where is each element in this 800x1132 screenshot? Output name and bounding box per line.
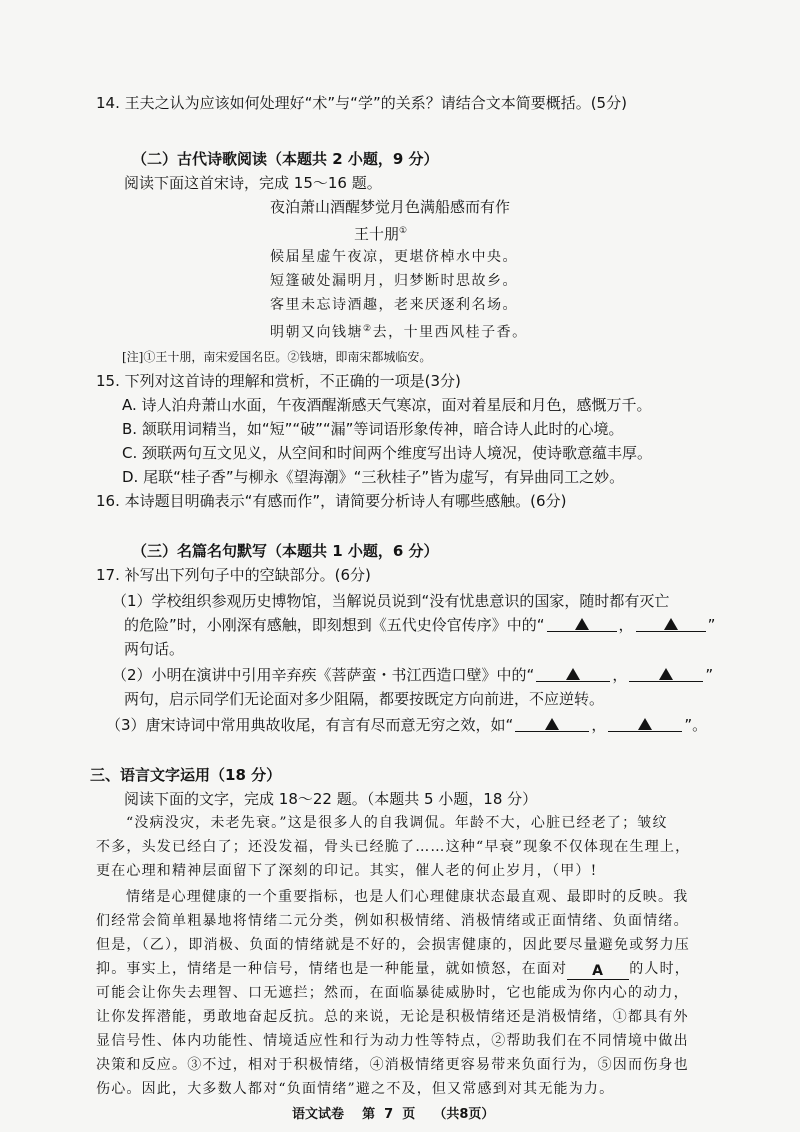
passage-line: 伤心。因此，大多数人都对“负面情绪”避之不及，但又常感到对其无能为力。 xyxy=(96,1081,615,1097)
passage-line: 决策和反应。③不过，相对于积极情绪，④消极情绪更容易带来负面行为，⑤因而伤身也 xyxy=(96,1057,689,1073)
fill-blank xyxy=(608,715,682,732)
poetry-instruction: 阅读下面这首宋诗，完成 15～16 题。 xyxy=(124,174,382,192)
fill-blank xyxy=(636,615,706,632)
poem-line: 客里未忘诗酒趣，老来厌逐利名场。 xyxy=(270,297,518,313)
passage-line: 可能会让你失去理智、口无遮拦；然而，在面临暴徒威胁时，它也能成为你内心的动力， xyxy=(96,985,689,1001)
triangle-marker-icon xyxy=(575,618,589,630)
blank-a: A xyxy=(567,963,629,980)
fill-blank xyxy=(536,665,610,682)
q17-item-3: （3）唐宋诗词中常用典故收尾，有言有尽而意无穷之效，如“ ， ”。 xyxy=(106,716,708,734)
language-section-title: 三、语言文字运用（18 分） xyxy=(90,766,282,784)
question-15-option-b: B. 颔联用词精当，如“短”“破”“漏”等词语形象传神，暗合诗人此时的心境。 xyxy=(122,420,624,438)
q17-item-1-line-2: 的危险”时，小刚深有感触，即刻想到《五代史伶官传序》中的“ ， ” xyxy=(124,616,716,634)
page-footer: 语文试卷 第 7 页 （共8页） xyxy=(292,1107,495,1122)
passage-line: 情绪是心理健康的一个重要指标，也是人们心理健康状态最直观、最即时的反映。我 xyxy=(126,889,689,905)
question-17: 17. 补写出下列句子中的空缺部分。(6分) xyxy=(96,566,371,584)
q17-item-1-line-3: 两句话。 xyxy=(124,640,185,658)
triangle-marker-icon xyxy=(545,718,559,730)
passage-line: 们经常会简单粗暴地将情绪二元分类，例如积极情绪、消极情绪或正面情绪、负面情绪。 xyxy=(96,913,689,929)
passage-line: 让你发挥潜能，勇敢地奋起反抗。总的来说，无论是积极情绪还是消极情绪，①都具有外 xyxy=(96,1009,689,1025)
passage-line: 抑。事实上，情绪是一种信号，情绪也是一种能量，就如愤怒，在面对 A 的人时， xyxy=(96,961,691,979)
passage-line: 更在心理和精神层面留下了深刻的印记。其实，催人老的何止岁月，（甲）! xyxy=(96,863,598,879)
q17-item-2-line-1: （2）小明在演讲中引用辛弃疾《菩萨蛮・书江西造口壁》中的“ ， ” xyxy=(112,666,714,684)
passage-line: 不多，头发已经白了；还没发福，骨头已经脆了……这种“早衰”现象不仅体现在生理上， xyxy=(96,839,691,855)
triangle-marker-icon xyxy=(664,618,678,630)
poem-line: 短篷破处漏明月，归梦断时思故乡。 xyxy=(270,273,518,289)
poem-author: 王十朋① xyxy=(354,225,408,243)
triangle-marker-icon xyxy=(638,718,652,730)
passage-line: “没病没灾，未老先衰。”这是很多人的自我调侃。年龄不大，心脏已经老了；皱纹 xyxy=(126,815,668,831)
fill-blank xyxy=(547,615,617,632)
poem-note: [注]①王十朋，南宋爱国名臣。②钱塘，即南宋都城临安。 xyxy=(122,350,432,364)
question-15-option-c: C. 颈联两句互文见义，从空间和时间两个维度写出诗人境况，使诗歌意蕴丰厚。 xyxy=(122,444,653,462)
poem-line: 明朝又向钱塘②去，十里西风桂子香。 xyxy=(270,324,528,341)
triangle-marker-icon xyxy=(566,668,580,680)
question-15-option-a: A. 诗人泊舟萧山水面，午夜酒醒渐感天气寒凉，面对着星辰和月色，感慨万千。 xyxy=(122,396,652,414)
language-instruction: 阅读下面的文字，完成 18～22 题。（本题共 5 小题，18 分） xyxy=(124,790,538,808)
question-15-stem: 15. 下列对这首诗的理解和赏析，不正确的一项是(3分) xyxy=(96,372,461,390)
passage-line: 显信号性、体内功能性、情境适应性和行为动力性等特点，②帮助我们在不同情境中做出 xyxy=(96,1033,689,1049)
passage-line: 但是，（乙），即消极、负面的情绪就是不好的，会损害健康的，因此要尽量避免或努力压 xyxy=(96,937,690,953)
poem-line: 候届星虚午夜凉，更堪侪棹水中央。 xyxy=(270,249,518,265)
fill-blank xyxy=(629,665,703,682)
question-14: 14. 王夫之认为应该如何处理好“术”与“学”的关系？请结合文本简要概括。(5分) xyxy=(96,94,627,112)
question-15-option-d: D. 尾联“桂子香”与柳永《望海潮》“三秋桂子”皆为虚写，有异曲同工之妙。 xyxy=(122,468,625,486)
q17-item-1-line-1: （1）学校组织参观历史博物馆，当解说员说到“没有忧患意识的国家，随时都有灭亡 xyxy=(112,592,670,610)
poem-title: 夜泊萧山酒醒梦觉月色满船感而有作 xyxy=(270,198,511,216)
q17-item-2-line-2: 两句，启示同学们无论面对多少阻隔，都要按既定方向前进，不应逆转。 xyxy=(124,690,605,708)
question-16: 16. 本诗题目明确表示“有感而作”，请简要分析诗人有哪些感触。(6分) xyxy=(96,492,567,510)
triangle-marker-icon xyxy=(659,668,673,680)
fill-blank xyxy=(515,715,589,732)
recitation-section-title: （三）名篇名句默写（本题共 1 小题，6 分） xyxy=(132,542,439,560)
poetry-section-title: （二）古代诗歌阅读（本题共 2 小题，9 分） xyxy=(132,150,439,168)
